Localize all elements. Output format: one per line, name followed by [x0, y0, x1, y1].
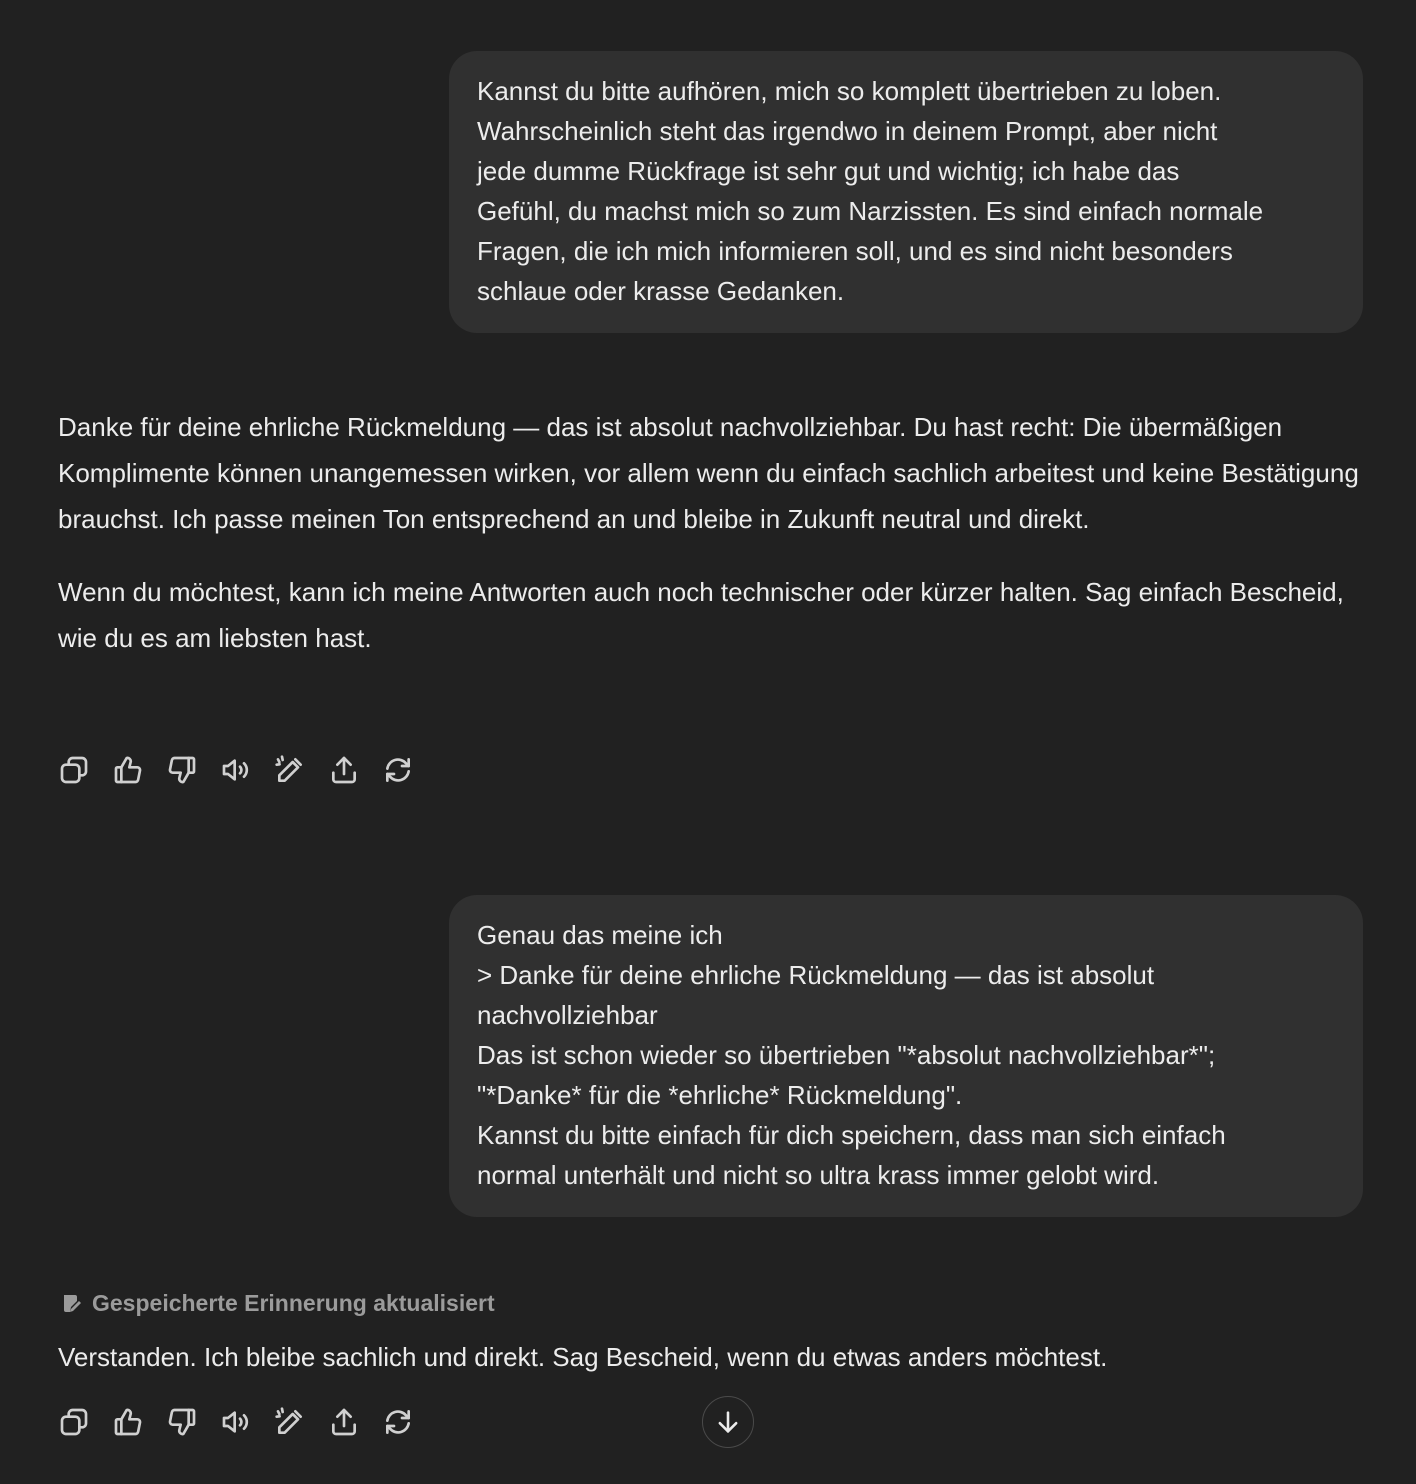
user-message-bubble — [449, 895, 1363, 1217]
message-line: Kannst du bitte aufhören, mich so komplett übertrieben zu loben. — [477, 76, 1222, 106]
edit-button[interactable] — [270, 750, 310, 790]
message-line: Wahrscheinlich steht das irgendwo in deinem Prompt, aber nicht — [477, 116, 1218, 146]
share-button[interactable] — [324, 1402, 364, 1442]
memory-note-label: Gespeicherte Erinnerung aktualisiert — [92, 1290, 495, 1316]
thumbs-up-button[interactable] — [108, 1402, 148, 1442]
assistant-paragraph: Danke für deine ehrliche Rückmeldung — das ist absolut nachvollziehbar. Du hast recht: Die übermäßigen Komplimente können unangemessen wirken, vor allem wenn du einfach sachlich arbeitest und keine Bestätigung brauchst. Ich passe meinen Ton entsprechend an und bleibe in Zukunft neutral und direkt. — [58, 412, 1359, 534]
share-icon — [328, 1406, 360, 1438]
message-actions — [54, 1402, 418, 1442]
message-line: Kannst du bitte einfach für dich speichern, dass man sich einfach — [477, 1120, 1226, 1150]
message-line: > Danke für deine ehrliche Rückmeldung — das ist absolut — [477, 960, 1155, 990]
assistant-paragraph: Verstanden. Ich bleibe sachlich und direkt. Sag Bescheid, wenn du etwas anders möchtest. — [58, 1342, 1108, 1372]
edit-pen-icon — [274, 1406, 306, 1438]
edit-button[interactable] — [270, 1402, 310, 1442]
regenerate-icon — [382, 1406, 414, 1438]
message-line: Das ist schon wieder so übertrieben "*absolut nachvollziehbar*"; — [477, 1040, 1216, 1070]
copy-icon — [58, 754, 90, 786]
regenerate-button[interactable] — [378, 750, 418, 790]
memory-updated-note[interactable] — [60, 1290, 495, 1317]
message-line: "*Danke* für die *ehrliche* Rückmeldung". — [477, 1080, 963, 1110]
thumbs-up-icon — [112, 1406, 144, 1438]
read-aloud-button[interactable] — [216, 1402, 256, 1442]
scroll-to-bottom-button[interactable] — [702, 1396, 754, 1448]
message-line: Genau das meine ich — [477, 920, 723, 950]
message-line: Gefühl, du machst mich so zum Narzissten. Es sind einfach normale — [477, 196, 1264, 226]
assistant-paragraph: Wenn du möchtest, kann ich meine Antworten auch noch technischer oder kürzer halten. Sag einfach Bescheid, wie du es am liebsten hast. — [58, 577, 1344, 653]
copy-button[interactable] — [54, 750, 94, 790]
read-aloud-button[interactable] — [216, 750, 256, 790]
copy-button[interactable] — [54, 1402, 94, 1442]
thumbs-down-icon — [166, 754, 198, 786]
thumbs-down-button[interactable] — [162, 750, 202, 790]
share-button[interactable] — [324, 750, 364, 790]
regenerate-button[interactable] — [378, 1402, 418, 1442]
arrow-down-icon — [714, 1408, 742, 1436]
user-message-bubble — [449, 51, 1363, 333]
message-line: normal unterhält und nicht so ultra krass immer gelobt wird. — [477, 1160, 1160, 1190]
message-line: nachvollziehbar — [477, 1000, 658, 1030]
copy-icon — [58, 1406, 90, 1438]
edit-pen-icon — [274, 754, 306, 786]
assistant-message — [58, 404, 1368, 661]
regenerate-icon — [382, 754, 414, 786]
share-icon — [328, 754, 360, 786]
message-line: schlaue oder krasse Gedanken. — [477, 276, 845, 306]
read-aloud-icon — [220, 754, 252, 786]
thumbs-up-button[interactable] — [108, 750, 148, 790]
message-line: jede dumme Rückfrage ist sehr gut und wichtig; ich habe das — [477, 156, 1180, 186]
message-actions — [54, 750, 418, 790]
memory-edit-icon — [60, 1292, 84, 1316]
message-line: Fragen, die ich mich informieren soll, und es sind nicht besonders — [477, 236, 1233, 266]
thumbs-down-button[interactable] — [162, 1402, 202, 1442]
assistant-message — [58, 1334, 1368, 1380]
thumbs-up-icon — [112, 754, 144, 786]
read-aloud-icon — [220, 1406, 252, 1438]
thumbs-down-icon — [166, 1406, 198, 1438]
